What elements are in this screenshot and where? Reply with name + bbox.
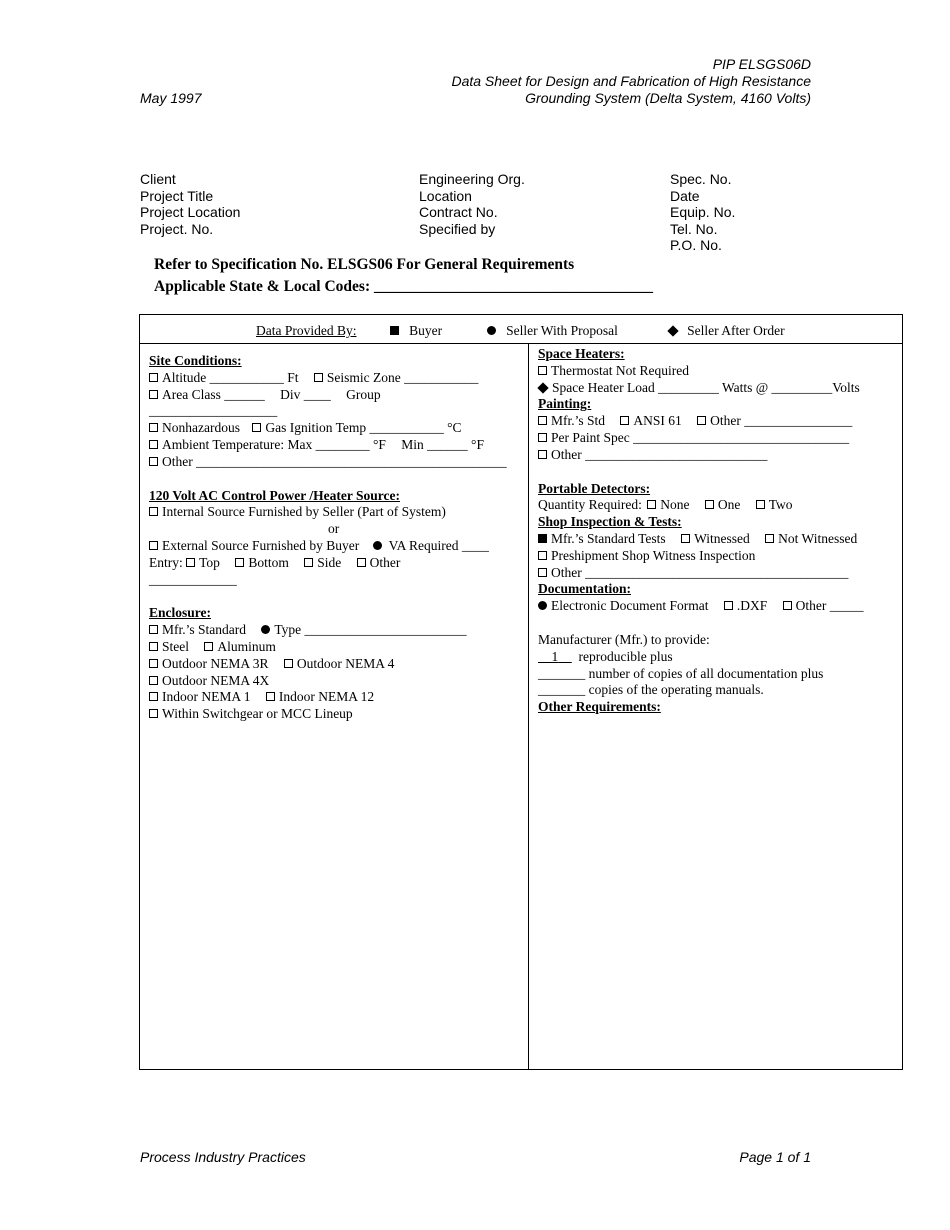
specified-by-label: Specified by [419, 220, 496, 237]
entry-top-checkbox[interactable] [186, 558, 195, 567]
per-paint-spec-checkbox[interactable] [538, 433, 547, 442]
site-conditions-title: Site Conditions: [149, 353, 242, 368]
va-required-field: VA Required ____ [388, 537, 489, 553]
seller-order-diamond-icon [667, 325, 678, 336]
outdoor-nema4-checkbox[interactable] [284, 659, 293, 668]
altitude-field: Altitude ___________ Ft [162, 369, 299, 385]
va-required-dot-icon [373, 541, 382, 550]
buyer-square-icon [390, 326, 399, 335]
type-field: Type ________________________ [274, 622, 467, 638]
group-field: Group [346, 386, 381, 402]
info-col-1 [140, 171, 240, 237]
legend-buyer-label: Buyer [409, 323, 443, 338]
nonhazardous-checkbox[interactable] [149, 423, 158, 432]
project-no-label: Project. No. [140, 220, 214, 237]
entry-blank-line: _____________ [149, 571, 237, 587]
internal-source-checkbox[interactable] [149, 507, 158, 516]
outdoor-nema4-label: Outdoor NEMA 4 [296, 655, 395, 671]
dxf-label: .DXF [736, 598, 768, 614]
reproducible-label: reproducible plus [578, 648, 673, 664]
footer-page: Page 1 of 1 [739, 1149, 811, 1165]
engineering-org-label: Engineering Org. [419, 171, 525, 187]
shop-other-checkbox[interactable] [538, 568, 547, 577]
doc-other-checkbox[interactable] [783, 601, 792, 610]
dxf-checkbox[interactable] [724, 601, 733, 610]
legend-label: Data Provided By: [256, 323, 357, 338]
paint-other2-field: Other ___________________________ [551, 446, 768, 462]
paint-other-field: Other ________________ [710, 413, 853, 429]
site-other-field: Other ______________________________________________ [162, 453, 507, 469]
indoor-nema1-label: Indoor NEMA 1 [162, 689, 251, 705]
gas-ignition-field: Gas Ignition Temp ___________ °C [265, 420, 462, 436]
right-column [538, 346, 863, 716]
copies-op-field: _______ copies of the operating manuals. [538, 682, 764, 698]
qty-two-checkbox[interactable] [756, 500, 765, 509]
indoor-nema12-checkbox[interactable] [266, 692, 275, 701]
qty-one-checkbox[interactable] [705, 500, 714, 509]
entry-side-checkbox[interactable] [304, 558, 313, 567]
seismic-checkbox[interactable] [314, 373, 323, 382]
electronic-doc-label: Electronic Document Format [551, 598, 709, 614]
div-field: Div ____ [280, 386, 331, 402]
ansi61-checkbox[interactable] [620, 416, 629, 425]
type-dot-icon [261, 625, 270, 634]
site-other-checkbox[interactable] [149, 457, 158, 466]
mfr-provide-label: Manufacturer (Mfr.) to provide: [538, 631, 710, 647]
not-witnessed-checkbox[interactable] [765, 534, 774, 543]
entry-side-label: Side [317, 554, 342, 570]
qty-none-label: None [660, 497, 690, 513]
location-label: Location [419, 187, 472, 204]
project-location-label: Project Location [140, 204, 241, 221]
or-label: or [328, 521, 340, 537]
other-requirements-title: Other Requirements: [538, 699, 661, 715]
project-title-label: Project Title [140, 187, 214, 204]
doc-title-line1: Data Sheet for Design and Fabrication of High Resistance [451, 73, 811, 89]
outdoor-nema3r-checkbox[interactable] [149, 659, 158, 668]
left-column [149, 353, 507, 723]
documentation-title: Documentation: [538, 581, 631, 597]
outdoor-nema3r-label: Outdoor NEMA 3R [162, 655, 269, 671]
entry-label: Entry: [149, 554, 183, 570]
paint-other-checkbox[interactable] [697, 416, 706, 425]
entry-top-label: Top [199, 554, 220, 570]
info-col-2 [419, 171, 525, 237]
heater-load-field: Space Heater Load _________ Watts @ _________Volts [552, 379, 860, 395]
indoor-nema12-label: Indoor NEMA 12 [278, 689, 375, 705]
legend-seller-proposal-label: Seller With Proposal [506, 323, 618, 338]
doc-date: May 1997 [140, 90, 202, 106]
enclosure-title: Enclosure: [149, 605, 212, 621]
qty-two-label: Two [768, 497, 793, 513]
indoor-nema1-checkbox[interactable] [149, 692, 158, 701]
witnessed-label: Witnessed [694, 530, 750, 546]
refer-spec: Refer to Specification No. ELSGS06 For General Requirements [154, 256, 575, 273]
paint-mfr-std-label: Mfr.’s Std [551, 413, 606, 429]
entry-bottom-checkbox[interactable] [235, 558, 244, 567]
area-class-checkbox[interactable] [149, 390, 158, 399]
paint-mfr-std-checkbox[interactable] [538, 416, 547, 425]
contract-no-label: Contract No. [419, 204, 498, 221]
steel-checkbox[interactable] [149, 642, 158, 651]
external-source-checkbox[interactable] [149, 541, 158, 550]
preshipment-label: Preshipment Shop Witness Inspection [551, 547, 756, 563]
shop-other-field: Other _______________________________________ [551, 564, 849, 580]
aluminum-label: Aluminum [217, 638, 276, 654]
std-tests-square-icon [538, 534, 547, 543]
footer-left: Process Industry Practices [140, 1149, 306, 1165]
ansi61-label: ANSI 61 [633, 413, 682, 429]
quantity-label: Quantity Required: [538, 497, 642, 513]
within-switchgear-checkbox[interactable] [149, 709, 158, 718]
preshipment-checkbox[interactable] [538, 551, 547, 560]
ambient-checkbox[interactable] [149, 440, 158, 449]
painting-title: Painting: [538, 396, 592, 412]
doc-title-line2: Grounding System (Delta System, 4160 Volts) [525, 90, 811, 106]
datasheet-form [139, 314, 903, 1070]
reproducible-count [538, 649, 572, 664]
entry-bottom-label: Bottom [248, 554, 289, 570]
entry-other-checkbox[interactable] [357, 558, 366, 567]
per-paint-spec-field: Per Paint Spec ________________________________ [551, 429, 850, 445]
legend-seller-order [669, 323, 785, 339]
legend-row [140, 315, 902, 344]
steel-label: Steel [162, 638, 189, 654]
legend-seller-order-label: Seller After Order [687, 323, 785, 338]
doc-id: PIP ELSGS06D [712, 56, 811, 72]
space-heaters-title: Space Heaters: [538, 346, 625, 361]
internal-source-label: Internal Source Furnished by Seller (Part of System) [162, 504, 446, 520]
entry-other-label: Other [369, 554, 401, 570]
po-no-label: P.O. No. [670, 237, 722, 254]
portable-detectors-title: Portable Detectors: [538, 480, 651, 496]
legend-seller-proposal [487, 323, 618, 339]
witnessed-checkbox[interactable] [681, 534, 690, 543]
gas-ignition-checkbox[interactable] [252, 423, 261, 432]
copies-all-field: _______ number of copies of all documentation plus [538, 665, 824, 681]
nonhazardous-label: Nonhazardous [162, 420, 240, 436]
mfr-standard-checkbox[interactable] [149, 625, 158, 634]
mfr-standard-label: Mfr.’s Standard [162, 622, 246, 638]
altitude-checkbox[interactable] [149, 373, 158, 382]
outdoor-nema4x-checkbox[interactable] [149, 676, 158, 685]
tel-no-label: Tel. No. [670, 220, 718, 237]
shop-inspection-title: Shop Inspection & Tests: [538, 514, 682, 530]
column-divider [528, 344, 529, 1070]
not-witnessed-label: Not Witnessed [778, 530, 858, 546]
thermostat-checkbox[interactable] [538, 366, 547, 375]
within-switchgear-label: Within Switchgear or MCC Lineup [162, 706, 353, 722]
ambient-min-field: Min ______ °F [401, 436, 484, 452]
applicable-codes: Applicable State & Local Codes: ____________________________________ [154, 278, 654, 295]
info-col-3 [670, 171, 735, 254]
seismic-field: Seismic Zone ___________ [326, 369, 479, 385]
ambient-max-field: Ambient Temperature: Max ________ °F [162, 436, 386, 452]
date-label: Date [670, 187, 700, 204]
electronic-doc-dot-icon [538, 601, 547, 610]
qty-none-checkbox[interactable] [647, 500, 656, 509]
legend-buyer [390, 323, 442, 339]
client-label: Client [140, 171, 176, 187]
area-class-field: Area Class ______ [162, 386, 265, 402]
external-source-label: External Source Furnished by Buyer [162, 537, 360, 553]
spec-no-label: Spec. No. [670, 171, 732, 187]
aluminum-checkbox[interactable] [204, 642, 213, 651]
doc-other-field: Other _____ [795, 598, 864, 614]
control-power-title: 120 Volt AC Control Power /Heater Source: [149, 487, 400, 503]
std-tests-label: Mfr.’s Standard Tests [551, 530, 666, 546]
qty-one-label: One [717, 497, 741, 513]
seller-proposal-dot-icon [487, 326, 496, 335]
reproducible-count-value: 1 [551, 648, 559, 664]
outdoor-nema4x-label: Outdoor NEMA 4X [162, 672, 270, 688]
thermostat-label: Thermostat Not Required [551, 362, 689, 378]
paint-other2-checkbox[interactable] [538, 450, 547, 459]
group-blank-line: ___________________ [149, 403, 278, 419]
equip-no-label: Equip. No. [670, 204, 736, 221]
heater-load-diamond-icon [537, 382, 548, 393]
